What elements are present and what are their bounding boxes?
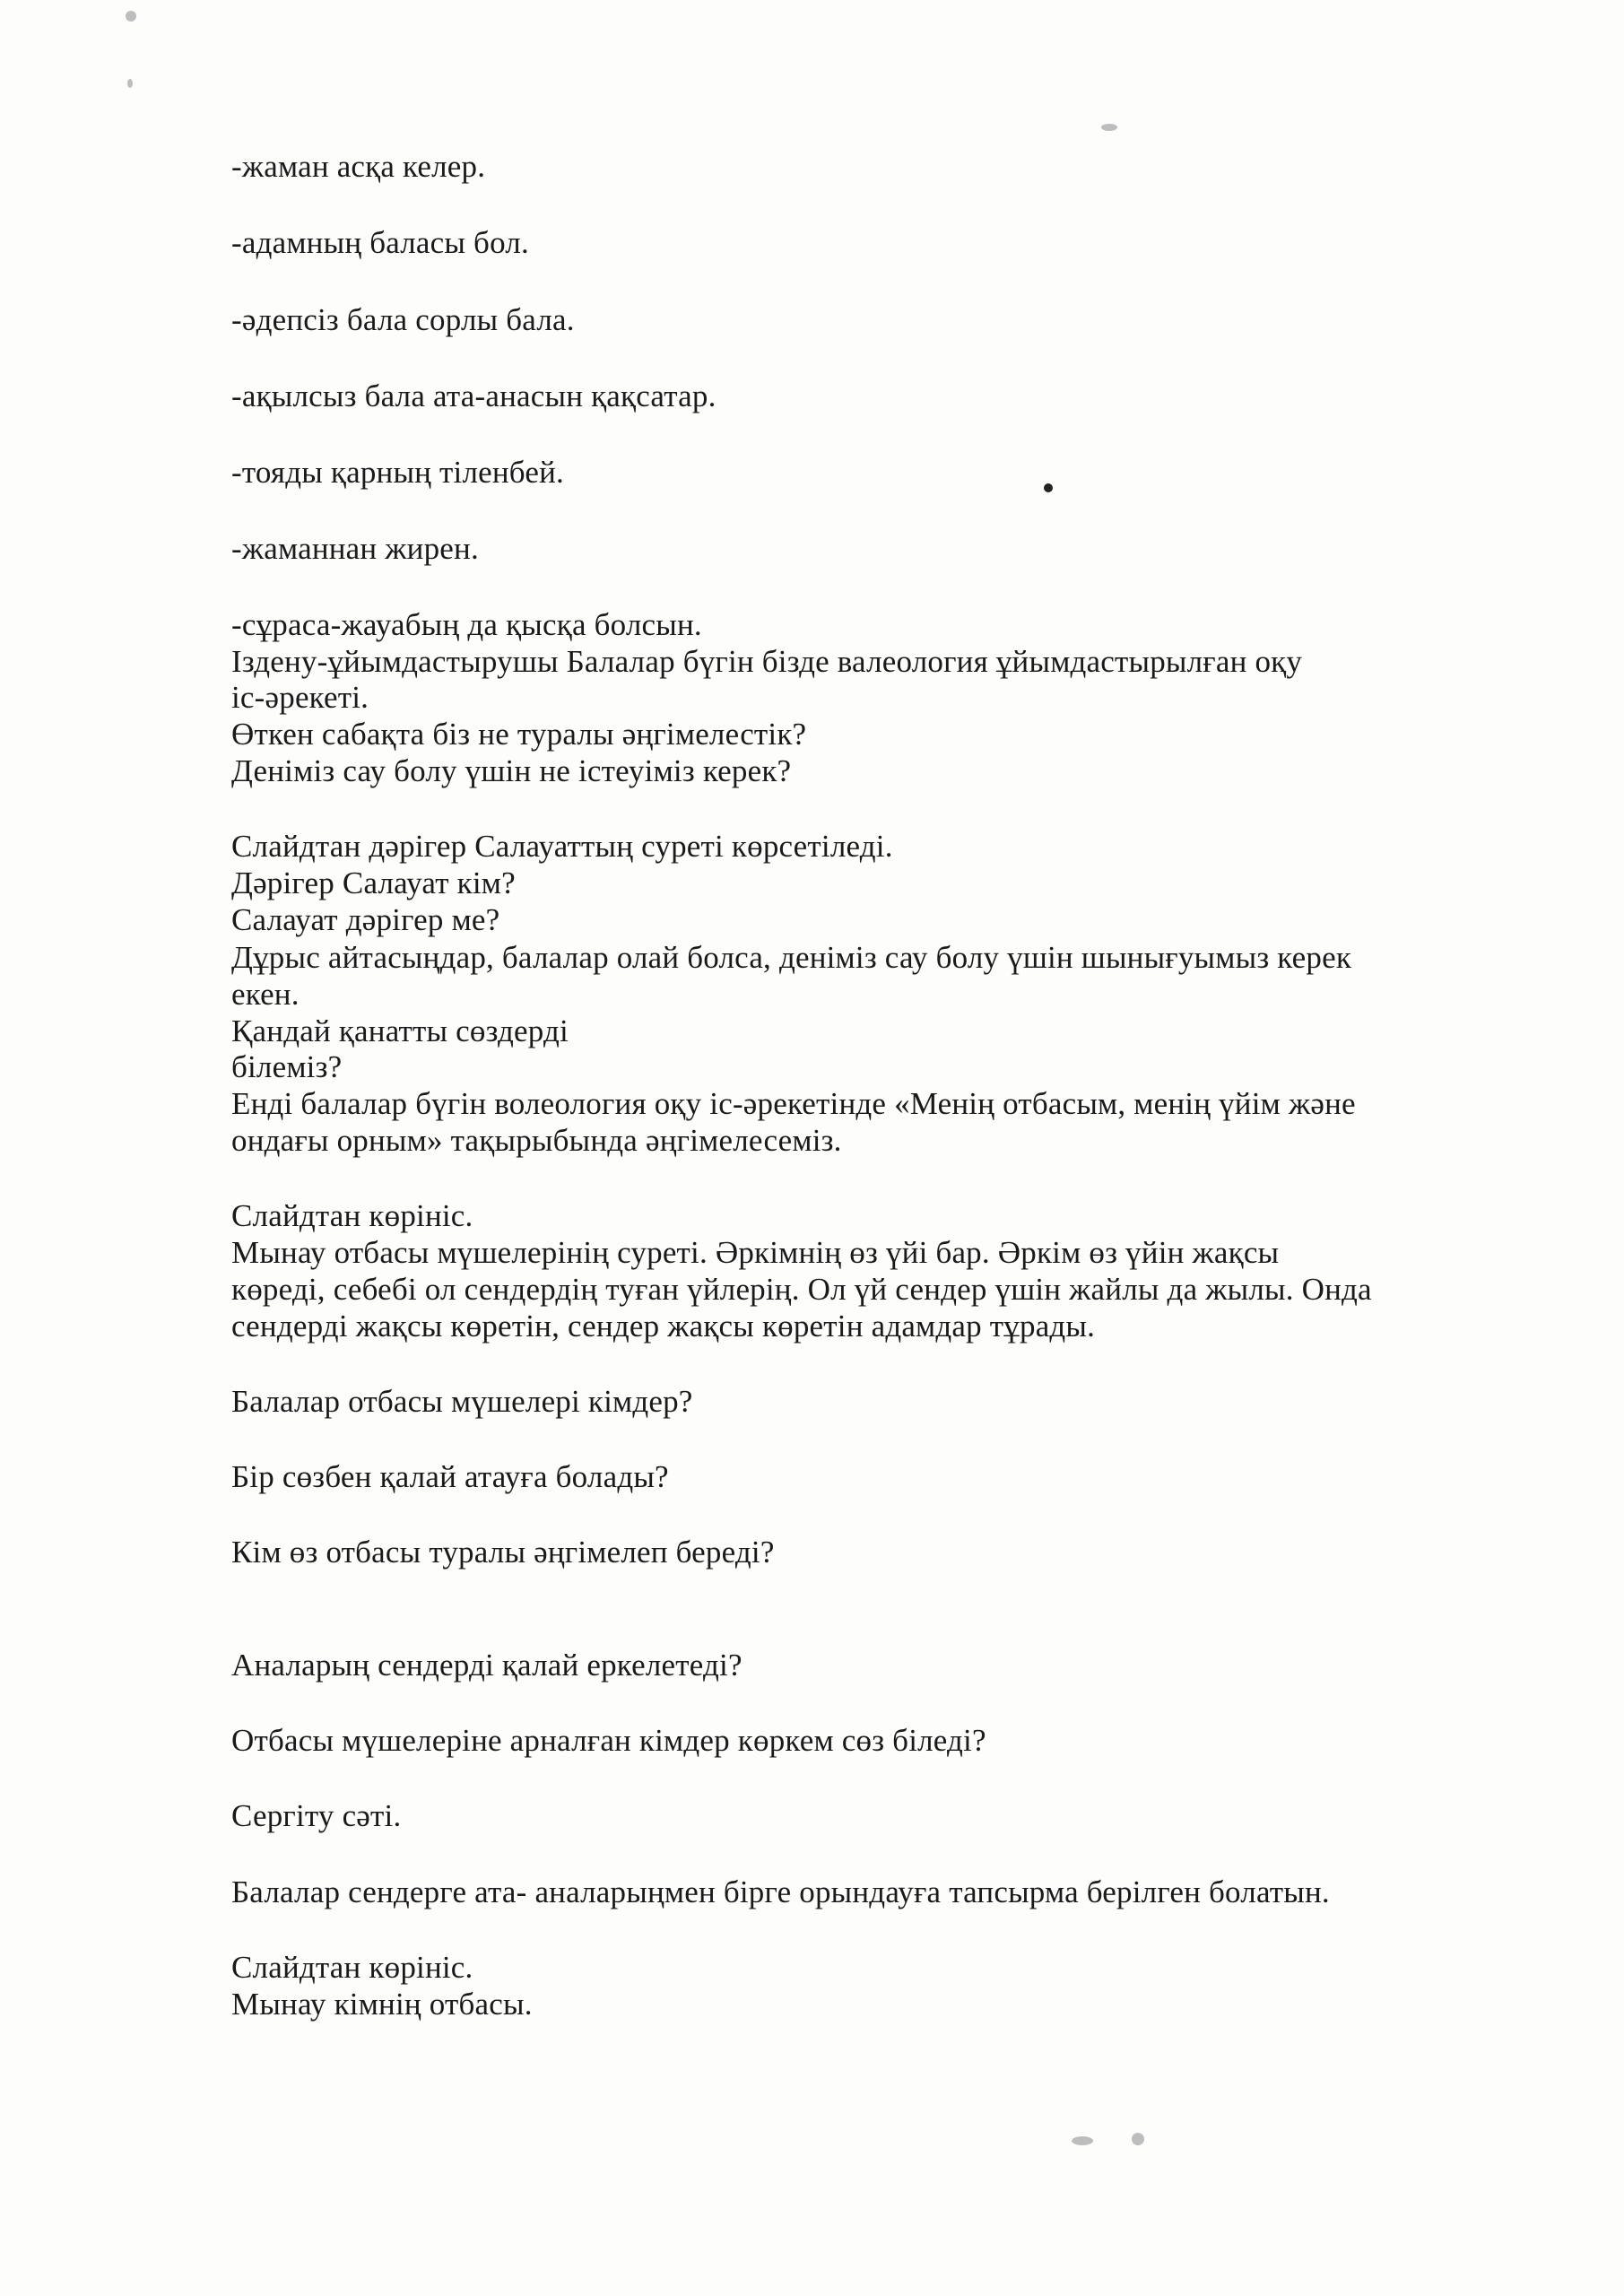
scan-speck (1072, 2136, 1093, 2145)
text-line: -адамның баласы бол. (231, 225, 529, 260)
text-line: -әдепсіз бала сорлы бала. (231, 302, 575, 337)
text-line: көреді, себебі ол сендердің туған үйлерің. Ол үй сендер үшін жайлы да жылы. Онда (231, 1272, 1372, 1307)
ink-dot (1044, 483, 1053, 492)
text-line: Слайдтан көрініс. (231, 1950, 473, 1985)
text-line: Аналарың сендерді қалай еркелетеді? (231, 1648, 743, 1683)
text-line: Мынау отбасы мүшелерінің суреті. Әркімнің өз үйі бар. Әркім өз үйін жақсы (231, 1235, 1280, 1270)
text-line: Кім өз отбасы туралы әңгімелеп береді? (231, 1535, 775, 1570)
text-line: сендерді жақсы көретін, сендер жақсы көретін адамдар тұрады. (231, 1309, 1096, 1344)
text-line: ондағы орным» тақырыбында әңгімелесеміз. (231, 1123, 842, 1158)
text-line: Өткен сабақта біз не туралы әңгімелестік? (231, 717, 807, 752)
text-line: Дұрыс айтасыңдар, балалар олай болса, деніміз сау болу үшін шынығуымыз керек (231, 940, 1352, 975)
text-line: екен. (231, 977, 300, 1012)
text-line: Балалар отбасы мүшелері кімдер? (231, 1384, 693, 1419)
text-line: Деніміз сау болу үшін не істеуіміз керек? (231, 753, 792, 788)
scan-speck (126, 11, 136, 22)
text-line: Салауат дәрігер ме? (231, 902, 500, 937)
text-line: Мынау кімнің отбасы. (231, 1987, 533, 2022)
text-line: -жаманнан жирен. (231, 531, 479, 566)
scan-speck (1101, 124, 1117, 131)
text-line: білеміз? (231, 1049, 343, 1084)
text-line: -жаман асқа келер. (231, 149, 486, 184)
text-line: Енді балалар бүгін волеология оқу іс-әрекетінде «Менің отбасым, менің үйім және (231, 1086, 1356, 1121)
text-line: іс-әрекеті. (231, 680, 369, 715)
text-line: Қандай қанатты сөздерді (231, 1013, 569, 1048)
text-line: Дәрігер Салауат кім? (231, 865, 516, 900)
scan-speck (127, 79, 133, 88)
text-line: Іздену-ұйымдастырушы Балалар бүгін бізде валеология ұйымдастырылған оқу (231, 644, 1303, 679)
text-line: Слайдтан дәрігер Салауаттың суреті көрсетіледі. (231, 829, 893, 864)
text-line: -ақылсыз бала ата-анасын қақсатар. (231, 378, 716, 413)
scan-speck (1132, 2133, 1144, 2145)
text-line: Бір сөзбен қалай атауға болады? (231, 1459, 669, 1494)
text-line: Отбасы мүшелеріне арналған кімдер көркем сөз біледі? (231, 1723, 986, 1758)
text-line: -сұраса-жауабың да қысқа болсын. (231, 607, 702, 642)
text-line: Балалар сендерге ата- аналарыңмен бірге орындауға тапсырма берілген болатын. (231, 1874, 1330, 1909)
text-line: Слайдтан көрініс. (231, 1198, 473, 1233)
text-line: Сергіту сәті. (231, 1798, 402, 1833)
text-line: -тояды қарның тіленбей. (231, 455, 564, 490)
